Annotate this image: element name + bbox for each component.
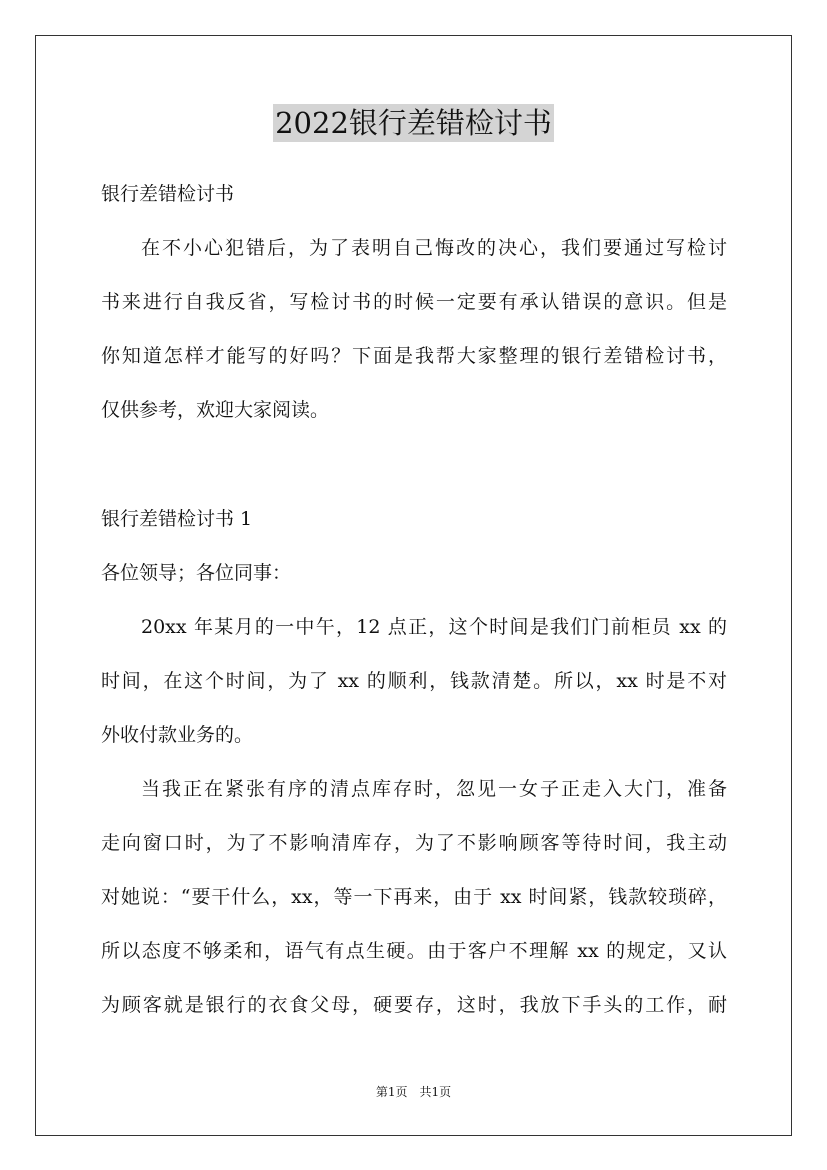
para2-line-1: 当我正在紧张有序的清点库存时，忽见一女子正走入大门，准备 xyxy=(141,778,727,800)
intro-line-3: 你知道怎样才能写的好吗？下面是我帮大家整理的银行差错检讨书， xyxy=(101,345,727,367)
page-footer: 第1页 共1页 xyxy=(375,1085,452,1099)
para2-line-3: 对她说：“要干什么，xx，等一下再来，由于 xx 时间紧，钱款较琐碎， xyxy=(101,886,727,908)
title-container xyxy=(0,104,827,142)
document-title: 2022银行差错检讨书 xyxy=(275,106,552,140)
section-heading: 银行差错检讨书 1 xyxy=(101,508,253,530)
para1-line-3: 外收付款业务的。 xyxy=(101,724,254,746)
intro-line-4: 仅供参考，欢迎大家阅读。 xyxy=(101,399,330,421)
intro-line-1: 在不小心犯错后，为了表明自己悔改的决心，我们要通过写检讨 xyxy=(141,237,727,259)
salutation: 各位领导；各位同事： xyxy=(101,562,292,584)
para1-line-1: 20xx 年某月的一中午，12 点正，这个时间是我们门前柜员 xx 的 xyxy=(141,616,727,638)
intro-line-2: 书来进行自我反省，写检讨书的时候一定要有承认错误的意识。但是 xyxy=(101,291,727,313)
para2-line-4: 所以态度不够柔和，语气有点生硬。由于客户不理解 xx 的规定，又认 xyxy=(101,940,727,962)
document-subtitle: 银行差错检讨书 xyxy=(101,183,235,205)
para2-line-2: 走向窗口时，为了不影响清库存，为了不影响顾客等待时间，我主动 xyxy=(101,832,727,854)
para2-line-5: 为顾客就是银行的衣食父母，硬要存，这时，我放下手头的工作，耐 xyxy=(101,994,727,1016)
para1-line-2: 时间，在这个时间，为了 xx 的顺利，钱款清楚。所以，xx 时是不对 xyxy=(101,670,727,692)
